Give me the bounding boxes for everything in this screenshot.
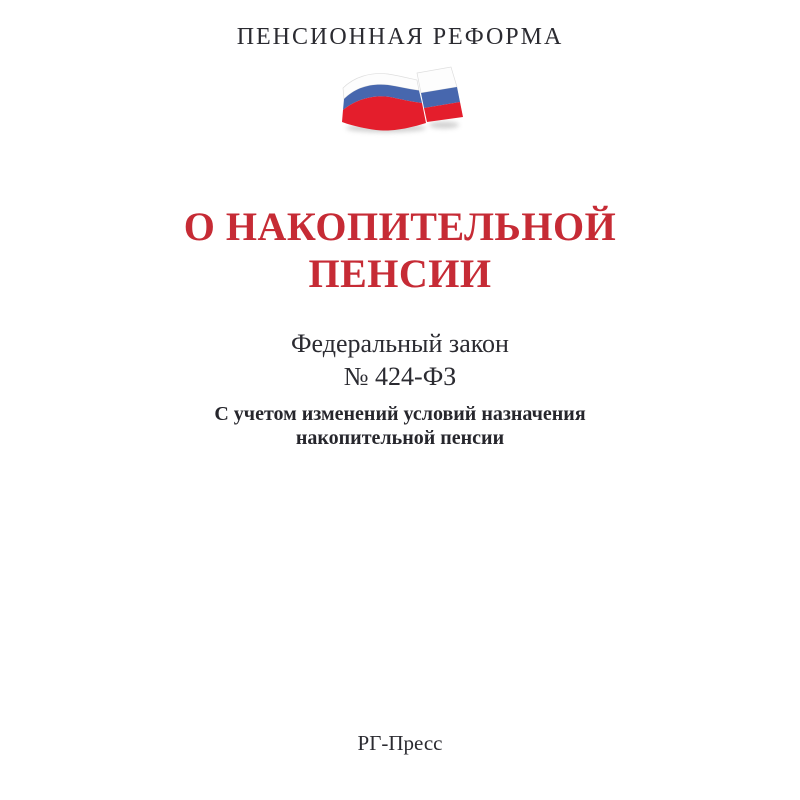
law-type: Федеральный закон — [291, 329, 509, 358]
law-number: № 424-ФЗ — [343, 362, 457, 391]
book-title — [0, 203, 800, 297]
series-title: ПЕНСИОННАЯ РЕФОРМА — [236, 24, 564, 50]
law-block — [0, 327, 800, 393]
edition-note-line2: накопительной пенсии — [295, 427, 505, 449]
publisher-name: РГ-Пресс — [357, 731, 443, 755]
flag-body — [342, 74, 426, 131]
book-title-line2: ПЕНСИИ — [308, 251, 492, 296]
edition-note — [0, 402, 800, 450]
edition-note-line1: С учетом изменений условий назначения — [214, 403, 586, 425]
book-title-line1: О НАКОПИТЕЛЬНОЙ — [183, 204, 617, 249]
russian-flag-icon — [340, 66, 466, 138]
